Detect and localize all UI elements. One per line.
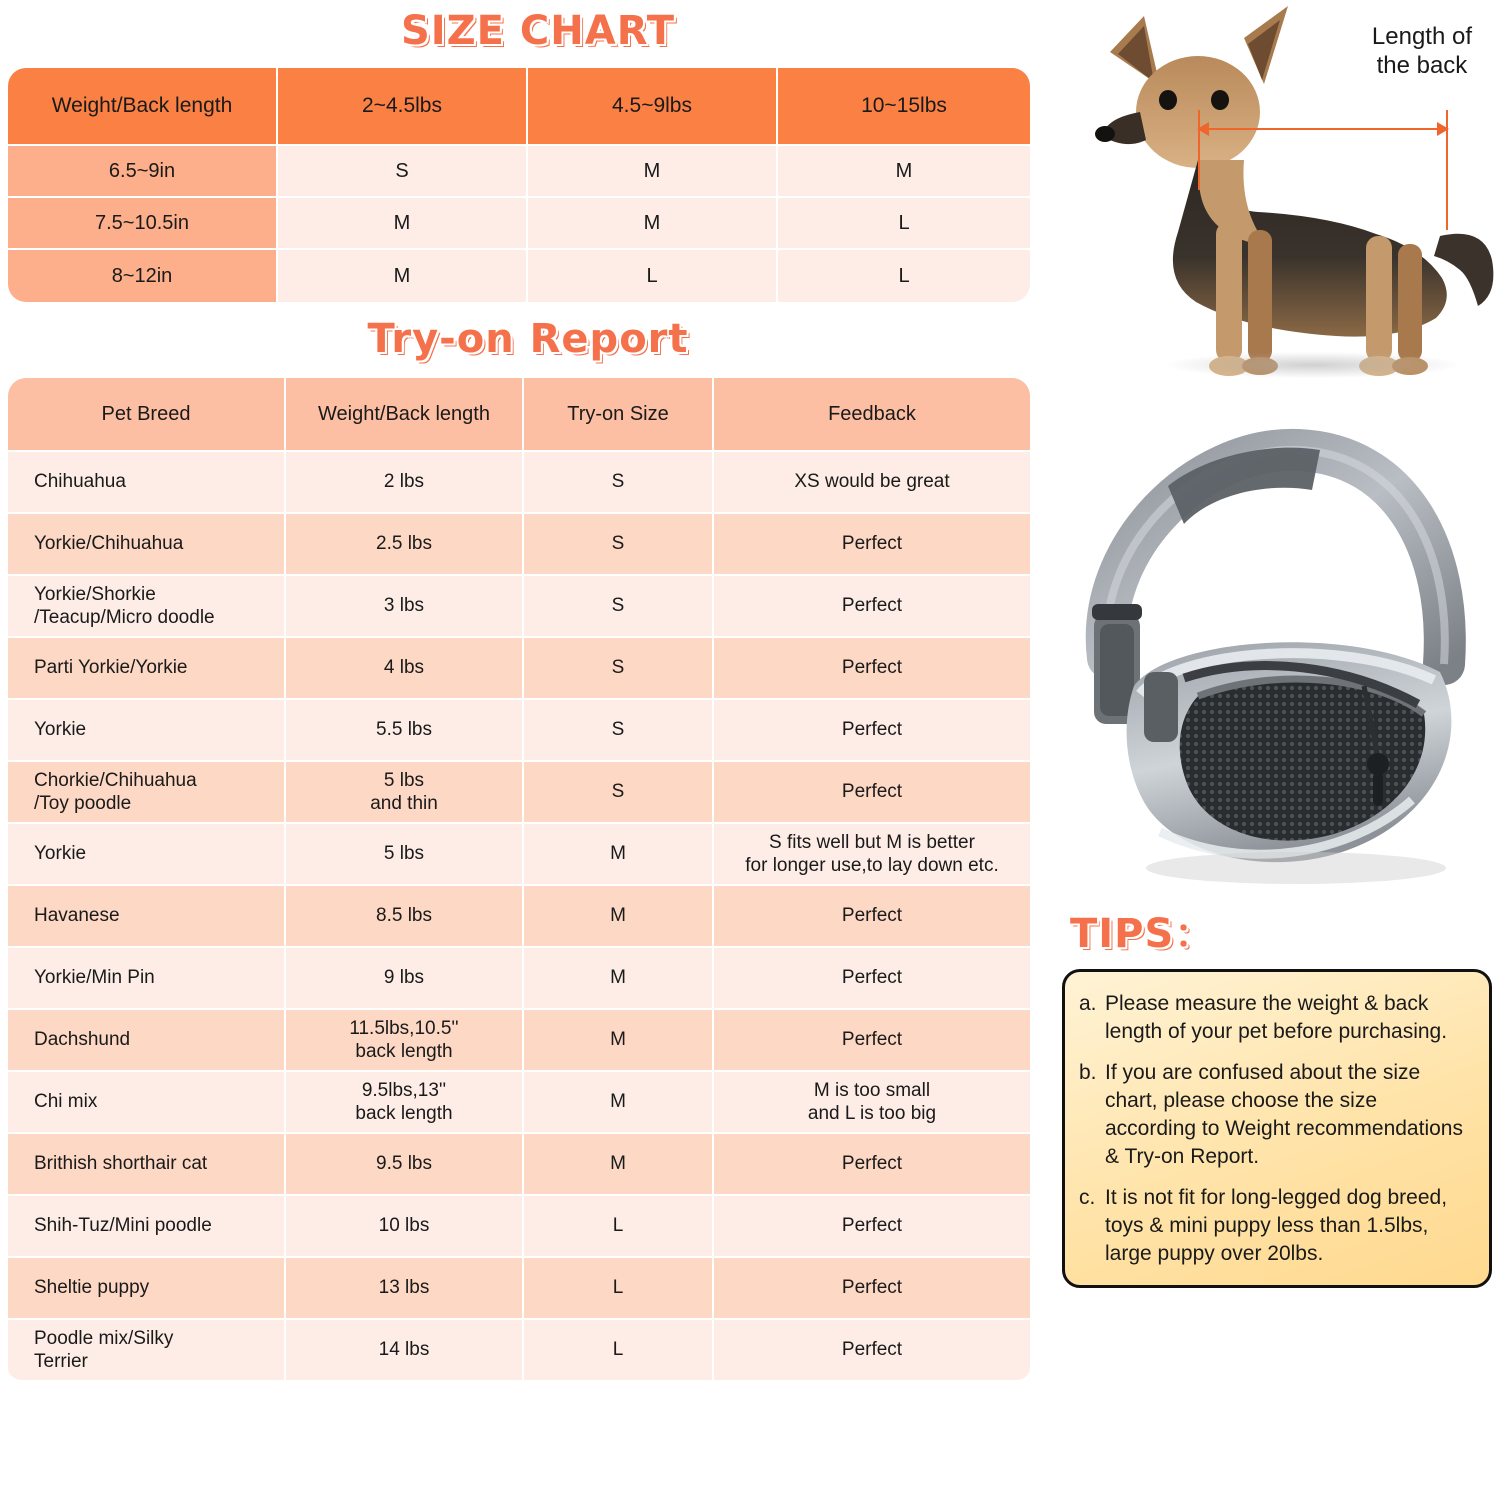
size-chart-cell: L bbox=[778, 250, 1030, 302]
feedback-cell-line: Perfect bbox=[841, 1153, 903, 1175]
size-chart-cell: L bbox=[778, 198, 1030, 250]
tryon-size-cell: S bbox=[524, 452, 714, 514]
tips-title: TIPS： bbox=[1070, 911, 1216, 957]
weight-backlength-cell bbox=[286, 700, 524, 762]
table-row bbox=[8, 948, 1030, 1010]
feedback-cell bbox=[714, 1258, 1030, 1320]
table-row bbox=[8, 1010, 1030, 1072]
feedback-cell bbox=[714, 762, 1030, 824]
pet-breed-cell-line: Sheltie puppy bbox=[34, 1277, 150, 1299]
tip-item bbox=[1079, 1184, 1473, 1267]
tryon-report-table bbox=[8, 378, 1030, 1382]
weight-backlength-cell bbox=[286, 514, 524, 576]
tryon-header-row bbox=[8, 378, 1030, 452]
feedback-cell bbox=[714, 1196, 1030, 1258]
table-row bbox=[8, 1196, 1030, 1258]
weight-backlength-cell bbox=[286, 1072, 524, 1134]
size-chart-header-cell: 4.5~9lbs bbox=[528, 68, 778, 146]
feedback-cell-line: S fits well but M is better bbox=[769, 831, 975, 853]
weight-backlength-cell bbox=[286, 1010, 524, 1072]
tryon-header-cell: Try-on Size bbox=[524, 378, 714, 452]
pet-breed-cell-line: Chi mix bbox=[34, 1091, 98, 1113]
table-row bbox=[8, 146, 1030, 198]
tryon-header-cell: Feedback bbox=[714, 378, 1030, 452]
table-row bbox=[8, 638, 1030, 700]
dog-measurement-photo bbox=[1048, 0, 1500, 420]
pet-breed-cell-line: Havanese bbox=[34, 905, 120, 927]
feedback-cell bbox=[714, 452, 1030, 514]
weight-backlength-cell-line: 3 lbs bbox=[383, 595, 425, 617]
pet-breed-cell bbox=[8, 1196, 286, 1258]
weight-backlength-cell bbox=[286, 1320, 524, 1382]
tip-text: If you are confused about the size chart, please choose the size according to Weight recommendations & Try-on Report. bbox=[1105, 1061, 1463, 1168]
weight-backlength-cell-line: 2 lbs bbox=[383, 471, 425, 493]
feedback-cell-line: Perfect bbox=[841, 1215, 903, 1237]
size-chart-cell: M bbox=[278, 198, 528, 250]
tips-box bbox=[1062, 969, 1492, 1288]
weight-backlength-cell-line: 9.5lbs,13'' bbox=[361, 1079, 447, 1101]
tryon-header-cell: Weight/Back length bbox=[286, 378, 524, 452]
tryon-size-cell: S bbox=[524, 762, 714, 824]
weight-backlength-cell bbox=[286, 1134, 524, 1196]
weight-backlength-cell-line: 14 lbs bbox=[378, 1339, 430, 1361]
feedback-cell bbox=[714, 1134, 1030, 1196]
tryon-size-cell: S bbox=[524, 514, 714, 576]
weight-backlength-cell bbox=[286, 824, 524, 886]
weight-backlength-cell-line: 2.5 lbs bbox=[376, 533, 432, 555]
table-row bbox=[8, 1320, 1030, 1382]
tip-item bbox=[1079, 990, 1473, 1045]
tryon-size-cell: M bbox=[524, 824, 714, 886]
feedback-cell bbox=[714, 1010, 1030, 1072]
table-row bbox=[8, 198, 1030, 250]
pet-breed-cell-line: Terrier bbox=[34, 1351, 88, 1372]
size-chart-title: SIZE CHART bbox=[400, 8, 676, 54]
tryon-size-cell: L bbox=[524, 1258, 714, 1320]
size-chart-cell: 6.5~9in bbox=[8, 146, 278, 198]
feedback-cell-line: Perfect bbox=[841, 719, 903, 741]
feedback-cell bbox=[714, 514, 1030, 576]
tip-marker: c. bbox=[1079, 1186, 1096, 1210]
sling-carrier-illustration bbox=[1048, 428, 1500, 898]
right-column bbox=[1048, 0, 1500, 1486]
size-chart-cell: 7.5~10.5in bbox=[8, 198, 278, 250]
size-chart-table bbox=[8, 68, 1030, 302]
feedback-cell-line: XS would be great bbox=[794, 471, 950, 493]
pet-breed-cell-line: Parti Yorkie/Yorkie bbox=[34, 657, 188, 679]
pet-breed-cell-line: Yorkie/Shorkie bbox=[34, 583, 156, 605]
feedback-cell bbox=[714, 824, 1030, 886]
feedback-cell-line: Perfect bbox=[841, 1277, 903, 1299]
photo-shadow bbox=[1168, 352, 1458, 378]
pet-breed-cell bbox=[8, 762, 286, 824]
weight-backlength-cell-line: 10 lbs bbox=[378, 1215, 430, 1237]
tryon-size-cell: M bbox=[524, 1010, 714, 1072]
weight-backlength-cell-line: 8.5 lbs bbox=[376, 905, 432, 927]
tip-item bbox=[1079, 1059, 1473, 1170]
feedback-cell bbox=[714, 948, 1030, 1010]
weight-backlength-cell-line: 4 lbs bbox=[383, 657, 425, 679]
weight-backlength-cell-line: 5 lbs bbox=[383, 843, 425, 865]
back-length-caption bbox=[1372, 22, 1472, 81]
back-length-caption-line1: Length of bbox=[1371, 23, 1472, 50]
pet-breed-cell-line: Yorkie/Min Pin bbox=[34, 967, 155, 989]
pet-breed-cell bbox=[8, 1258, 286, 1320]
weight-backlength-cell-line: 13 lbs bbox=[378, 1277, 430, 1299]
pet-breed-cell bbox=[8, 576, 286, 638]
pet-breed-cell-line: Yorkie bbox=[34, 719, 87, 741]
weight-backlength-cell bbox=[286, 886, 524, 948]
weight-backlength-cell-line: back length bbox=[355, 1103, 453, 1124]
feedback-cell-line: Perfect bbox=[841, 533, 903, 555]
weight-backlength-cell-line: and thin bbox=[370, 793, 438, 814]
pet-breed-cell bbox=[8, 886, 286, 948]
pet-breed-cell-line: Brithish shorthair cat bbox=[34, 1153, 208, 1175]
size-chart-cell: L bbox=[528, 250, 778, 302]
pet-breed-cell bbox=[8, 1320, 286, 1382]
pet-breed-cell-line: /Teacup/Micro doodle bbox=[34, 607, 215, 628]
feedback-cell-line: Perfect bbox=[841, 1029, 903, 1051]
size-chart-cell: M bbox=[778, 146, 1030, 198]
feedback-cell-line: M is too small bbox=[813, 1079, 931, 1101]
tryon-size-cell: M bbox=[524, 886, 714, 948]
table-row bbox=[8, 700, 1030, 762]
table-row bbox=[8, 250, 1030, 302]
feedback-cell-line: and L is too big bbox=[807, 1103, 937, 1124]
weight-backlength-cell bbox=[286, 1196, 524, 1258]
table-row bbox=[8, 886, 1030, 948]
pet-breed-cell-line: Yorkie bbox=[34, 843, 87, 865]
pet-breed-cell bbox=[8, 638, 286, 700]
size-chart-cell: M bbox=[528, 146, 778, 198]
pet-breed-cell bbox=[8, 1010, 286, 1072]
table-row bbox=[8, 762, 1030, 824]
tryon-size-cell: S bbox=[524, 700, 714, 762]
tryon-size-cell: M bbox=[524, 948, 714, 1010]
pet-breed-cell-line: Chorkie/Chihuahua bbox=[34, 769, 197, 791]
table-row bbox=[8, 452, 1030, 514]
tip-marker: a. bbox=[1079, 992, 1097, 1015]
table-row bbox=[8, 576, 1030, 638]
feedback-cell bbox=[714, 1320, 1030, 1382]
size-chart-cell: M bbox=[528, 198, 778, 250]
pet-breed-cell bbox=[8, 948, 286, 1010]
weight-backlength-cell bbox=[286, 638, 524, 700]
pet-breed-cell bbox=[8, 1134, 286, 1196]
feedback-cell-line: Perfect bbox=[841, 905, 903, 927]
tryon-size-cell: M bbox=[524, 1072, 714, 1134]
weight-backlength-cell-line: 5 lbs bbox=[383, 769, 425, 791]
pet-breed-cell-line: Poodle mix/Silky bbox=[34, 1327, 174, 1349]
pet-breed-cell-line: Chihuahua bbox=[34, 471, 126, 493]
feedback-cell-line: Perfect bbox=[841, 595, 903, 617]
weight-backlength-cell-line: 5.5 lbs bbox=[376, 719, 432, 741]
tryon-size-cell: S bbox=[524, 638, 714, 700]
table-row bbox=[8, 1258, 1030, 1320]
pet-breed-cell-line: Dachshund bbox=[34, 1029, 131, 1051]
size-chart-header-cell: 2~4.5lbs bbox=[278, 68, 528, 146]
weight-backlength-cell bbox=[286, 1258, 524, 1320]
pet-breed-cell bbox=[8, 452, 286, 514]
sling-carrier-photo bbox=[1048, 428, 1500, 898]
feedback-cell bbox=[714, 576, 1030, 638]
feedback-cell-line: Perfect bbox=[841, 657, 903, 679]
weight-backlength-cell-line: back length bbox=[355, 1041, 453, 1062]
feedback-cell bbox=[714, 700, 1030, 762]
feedback-cell-line: Perfect bbox=[841, 781, 903, 803]
weight-backlength-cell bbox=[286, 762, 524, 824]
pet-breed-cell-line: Yorkie/Chihuahua bbox=[34, 533, 184, 555]
double-arrow-icon bbox=[1198, 128, 1448, 130]
pet-breed-cell-line: /Toy poodle bbox=[34, 793, 132, 814]
size-chart-header-cell: Weight/Back length bbox=[8, 68, 278, 146]
size-chart-cell: 8~12in bbox=[8, 250, 278, 302]
tryon-header-cell: Pet Breed bbox=[8, 378, 286, 452]
feedback-cell-line: for longer use,to lay down etc. bbox=[745, 855, 999, 876]
weight-backlength-cell bbox=[286, 452, 524, 514]
table-row bbox=[8, 824, 1030, 886]
weight-backlength-cell-line: 9.5 lbs bbox=[376, 1153, 432, 1175]
tip-text: It is not fit for long-legged dog breed, toys & mini puppy less than 1.5lbs, large puppy over 20lbs. bbox=[1105, 1186, 1448, 1265]
table-row bbox=[8, 1134, 1030, 1196]
left-column bbox=[8, 0, 1038, 1382]
weight-backlength-cell bbox=[286, 948, 524, 1010]
table-row bbox=[8, 514, 1030, 576]
tryon-size-cell: L bbox=[524, 1320, 714, 1382]
tryon-size-cell: S bbox=[524, 576, 714, 638]
tryon-size-cell: L bbox=[524, 1196, 714, 1258]
size-chart-cell: M bbox=[278, 250, 528, 302]
feedback-cell-line: Perfect bbox=[841, 967, 903, 989]
tip-text: Please measure the weight & back length of your pet before purchasing. bbox=[1105, 992, 1448, 1043]
weight-backlength-cell-line: 9 lbs bbox=[383, 967, 425, 989]
weight-backlength-cell-line: 11.5lbs,10.5'' bbox=[349, 1017, 459, 1039]
pet-breed-cell-line: Shih-Tuz/Mini poodle bbox=[34, 1215, 212, 1237]
size-chart-header-cell: 10~15lbs bbox=[778, 68, 1030, 146]
feedback-cell-line: Perfect bbox=[841, 1339, 903, 1361]
pet-breed-cell bbox=[8, 700, 286, 762]
feedback-cell bbox=[714, 1072, 1030, 1134]
weight-backlength-cell bbox=[286, 576, 524, 638]
feedback-cell bbox=[714, 638, 1030, 700]
size-chart-cell: S bbox=[278, 146, 528, 198]
table-row bbox=[8, 1072, 1030, 1134]
tryon-size-cell: M bbox=[524, 1134, 714, 1196]
pet-breed-cell bbox=[8, 1072, 286, 1134]
feedback-cell bbox=[714, 886, 1030, 948]
tip-marker: b. bbox=[1079, 1061, 1097, 1085]
back-length-caption-line2: the back bbox=[1376, 52, 1468, 80]
pet-breed-cell bbox=[8, 514, 286, 576]
size-chart-header-row bbox=[8, 68, 1030, 146]
tryon-report-title: Try-on Report bbox=[367, 316, 689, 362]
pet-breed-cell bbox=[8, 824, 286, 886]
